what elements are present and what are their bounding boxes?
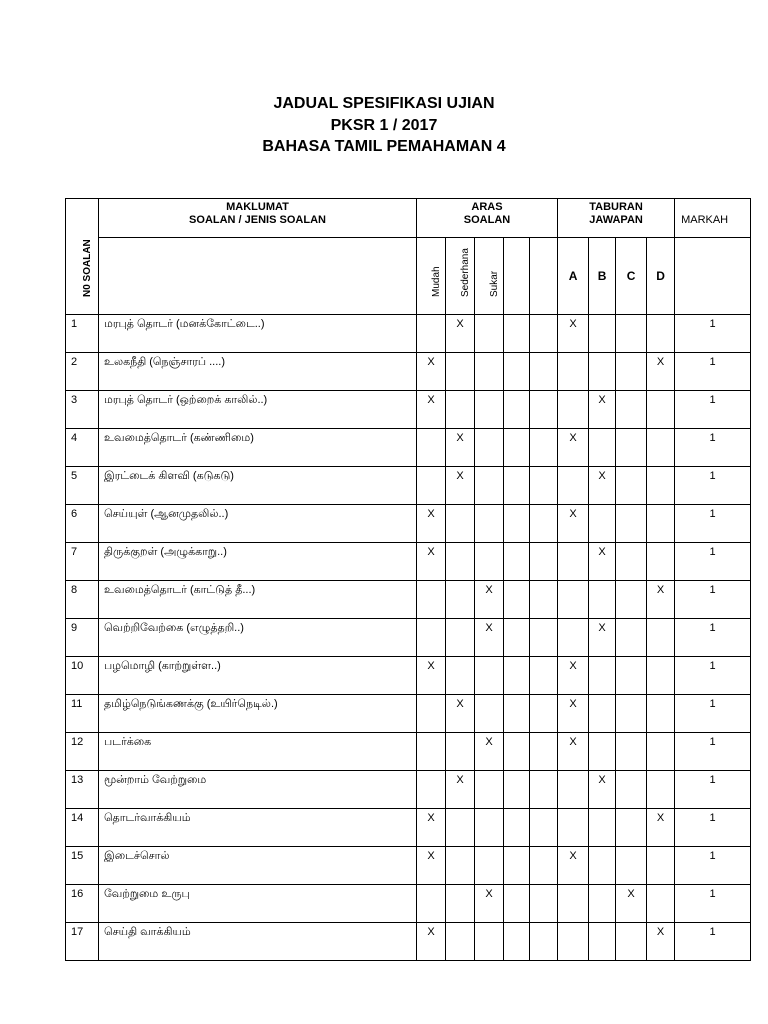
answer-cell-c [616, 695, 647, 733]
level-cell-sukar [475, 543, 504, 581]
table-row [66, 695, 751, 733]
answer-cell-d [647, 695, 675, 733]
level-cell-empty [530, 429, 558, 467]
level-cell-sederhana: X [446, 315, 475, 353]
level-cell-sederhana [446, 885, 475, 923]
level-cell-empty [530, 847, 558, 885]
answer-cell-c [616, 657, 647, 695]
header-answer-c: C [616, 238, 647, 315]
level-cell-sederhana: X [446, 429, 475, 467]
question-number: 5 [66, 467, 99, 505]
answer-cell-c: X [616, 885, 647, 923]
level-cell-empty [504, 467, 530, 505]
header-aras [417, 199, 558, 238]
level-cell-mudah: X [417, 505, 446, 543]
table-row [66, 847, 751, 885]
answer-cell-b [589, 847, 616, 885]
markah-cell: 1 [675, 657, 751, 695]
level-cell-empty [530, 619, 558, 657]
level-cell-mudah [417, 695, 446, 733]
level-cell-empty [530, 353, 558, 391]
answer-cell-b: X [589, 619, 616, 657]
level-cell-sederhana [446, 505, 475, 543]
level-cell-mudah [417, 771, 446, 809]
answer-cell-d: X [647, 923, 675, 961]
answer-cell-c [616, 429, 647, 467]
question-description: மரபுத் தொடர் (மனக்கோட்டை..) [99, 315, 417, 353]
level-cell-empty [504, 581, 530, 619]
answer-cell-a: X [558, 429, 589, 467]
answer-cell-d [647, 315, 675, 353]
answer-cell-a: X [558, 733, 589, 771]
level-cell-empty [504, 847, 530, 885]
header-blank [99, 238, 417, 315]
level-cell-mudah [417, 581, 446, 619]
level-cell-empty [504, 923, 530, 961]
answer-cell-b [589, 315, 616, 353]
level-cell-empty [504, 771, 530, 809]
level-cell-sukar [475, 353, 504, 391]
level-cell-sederhana [446, 353, 475, 391]
level-cell-mudah [417, 733, 446, 771]
level-cell-sederhana [446, 619, 475, 657]
question-number: 4 [66, 429, 99, 467]
doc-title: JADUAL SPESIFIKASI UJIAN [273, 95, 495, 112]
level-cell-sukar [475, 923, 504, 961]
question-number: 1 [66, 315, 99, 353]
level-cell-mudah: X [417, 391, 446, 429]
level-cell-empty [504, 391, 530, 429]
markah-cell: 1 [675, 429, 751, 467]
header-answer-d: D [647, 238, 675, 315]
header-level-sukar [475, 238, 504, 315]
question-description: தொடர்வாக்கியம் [99, 809, 417, 847]
question-description: செய்யுள் (ஆனமுதலில்..) [99, 505, 417, 543]
level-cell-mudah: X [417, 353, 446, 391]
answer-cell-b: X [589, 391, 616, 429]
level-cell-empty [504, 619, 530, 657]
level-cell-empty [530, 733, 558, 771]
answer-cell-b [589, 733, 616, 771]
level-cell-empty [530, 657, 558, 695]
table-row [66, 391, 751, 429]
answer-cell-a [558, 923, 589, 961]
answer-cell-a: X [558, 315, 589, 353]
level-cell-mudah: X [417, 543, 446, 581]
level-cell-empty [530, 771, 558, 809]
answer-cell-a: X [558, 695, 589, 733]
question-number: 12 [66, 733, 99, 771]
question-description: பழமொழி (காற்றுள்ள..) [99, 657, 417, 695]
question-number: 17 [66, 923, 99, 961]
question-description: உவமைத்தொடர் (கண்ணிமை) [99, 429, 417, 467]
level-cell-sukar: X [475, 581, 504, 619]
table-row [66, 467, 751, 505]
answer-cell-b: X [589, 543, 616, 581]
question-number: 6 [66, 505, 99, 543]
answer-cell-d [647, 733, 675, 771]
level-cell-sederhana [446, 847, 475, 885]
level-cell-empty [504, 885, 530, 923]
level-cell-sukar [475, 695, 504, 733]
level-cell-empty [504, 543, 530, 581]
level-cell-sukar: X [475, 733, 504, 771]
level-cell-empty [530, 543, 558, 581]
question-description: தமிழ்நெடுங்கணக்கு (உயிர்நெடில்.) [99, 695, 417, 733]
markah-cell: 1 [675, 391, 751, 429]
answer-cell-d [647, 429, 675, 467]
markah-cell: 1 [675, 695, 751, 733]
question-description: படர்க்கை [99, 733, 417, 771]
answer-cell-a [558, 809, 589, 847]
answer-cell-d [647, 467, 675, 505]
level-label-sederhana: Sederhana [460, 248, 471, 297]
answer-cell-b: X [589, 771, 616, 809]
level-cell-sukar [475, 657, 504, 695]
level-label-sukar: Sukar [489, 270, 500, 297]
table-row [66, 923, 751, 961]
answer-cell-d [647, 885, 675, 923]
answer-cell-c [616, 543, 647, 581]
level-cell-sederhana: X [446, 467, 475, 505]
answer-cell-a [558, 771, 589, 809]
level-cell-sukar [475, 505, 504, 543]
answer-cell-b [589, 695, 616, 733]
header-taburan-line2: JAWAPAN [589, 214, 643, 226]
doc-subtitle: PKSR 1 / 2017 [330, 117, 438, 134]
answer-cell-b [589, 923, 616, 961]
answer-cell-d [647, 391, 675, 429]
level-cell-sukar [475, 391, 504, 429]
header-maklumat [99, 199, 417, 238]
header-answer-b: B [589, 238, 616, 315]
answer-cell-c [616, 771, 647, 809]
level-cell-mudah: X [417, 923, 446, 961]
level-cell-empty [530, 505, 558, 543]
answer-cell-b [589, 657, 616, 695]
level-cell-mudah: X [417, 809, 446, 847]
question-description: திருக்குறள் (அழுக்காறு..) [99, 543, 417, 581]
answer-cell-a [558, 353, 589, 391]
level-cell-sederhana [446, 581, 475, 619]
table-row [66, 429, 751, 467]
level-cell-mudah [417, 467, 446, 505]
level-cell-sederhana [446, 923, 475, 961]
question-description: மூன்றாம் வேற்றுமை [99, 771, 417, 809]
answer-cell-d: X [647, 581, 675, 619]
answer-cell-d [647, 505, 675, 543]
answer-cell-c [616, 505, 647, 543]
table-row [66, 353, 751, 391]
level-cell-sukar [475, 847, 504, 885]
answer-cell-c [616, 391, 647, 429]
level-cell-sederhana: X [446, 771, 475, 809]
markah-cell: 1 [675, 847, 751, 885]
answer-cell-d [647, 657, 675, 695]
answer-cell-b [589, 885, 616, 923]
header-maklumat-line2: SOALAN / JENIS SOALAN [189, 214, 326, 226]
level-cell-sederhana [446, 809, 475, 847]
table-row [66, 619, 751, 657]
question-description: செய்தி வாக்கியம் [99, 923, 417, 961]
table-row [66, 581, 751, 619]
answer-cell-c [616, 467, 647, 505]
level-cell-sukar [475, 467, 504, 505]
level-cell-sukar [475, 771, 504, 809]
level-cell-sederhana [446, 543, 475, 581]
level-cell-empty [530, 923, 558, 961]
answer-cell-c [616, 315, 647, 353]
table-row [66, 733, 751, 771]
level-cell-sukar: X [475, 885, 504, 923]
table-row [66, 771, 751, 809]
level-cell-empty [530, 809, 558, 847]
level-cell-sukar: X [475, 619, 504, 657]
level-cell-sederhana [446, 391, 475, 429]
markah-cell: 1 [675, 581, 751, 619]
answer-cell-a [558, 885, 589, 923]
answer-cell-c [616, 847, 647, 885]
answer-cell-b: X [589, 467, 616, 505]
question-number: 14 [66, 809, 99, 847]
answer-cell-d [647, 619, 675, 657]
markah-cell: 1 [675, 809, 751, 847]
markah-cell: 1 [675, 923, 751, 961]
markah-cell: 1 [675, 353, 751, 391]
question-description: இடைச்சொல் [99, 847, 417, 885]
header-maklumat-line1: MAKLUMAT [226, 201, 289, 213]
answer-cell-d [647, 847, 675, 885]
question-number: 11 [66, 695, 99, 733]
table-row [66, 885, 751, 923]
question-number: 15 [66, 847, 99, 885]
header-aras-line2: SOALAN [463, 214, 511, 226]
question-number: 10 [66, 657, 99, 695]
level-cell-empty [504, 429, 530, 467]
answer-cell-a [558, 581, 589, 619]
answer-cell-b [589, 353, 616, 391]
answer-cell-a [558, 543, 589, 581]
answer-cell-c [616, 581, 647, 619]
answer-cell-c [616, 923, 647, 961]
question-description: உவமைத்தொடர் (காட்டுத் தீ...) [99, 581, 417, 619]
level-cell-empty [504, 809, 530, 847]
level-cell-empty [504, 733, 530, 771]
answer-cell-b [589, 429, 616, 467]
question-number: 3 [66, 391, 99, 429]
level-cell-empty [504, 505, 530, 543]
table-row [66, 315, 751, 353]
question-number: 8 [66, 581, 99, 619]
header-markah: MARKAH [675, 199, 751, 238]
question-description: உலகநீதி (நெஞ்சாரப் ....) [99, 353, 417, 391]
header-markah-blank [675, 238, 751, 315]
level-cell-mudah [417, 619, 446, 657]
header-answer-a: A [558, 238, 589, 315]
question-description: வெற்றிவேற்கை (எழுத்தறி..) [99, 619, 417, 657]
question-number: 2 [66, 353, 99, 391]
level-cell-mudah [417, 885, 446, 923]
table-row [66, 543, 751, 581]
markah-cell: 1 [675, 467, 751, 505]
level-cell-mudah: X [417, 657, 446, 695]
answer-cell-a: X [558, 847, 589, 885]
header-taburan-line1: TABURAN [589, 201, 643, 213]
level-cell-empty [530, 391, 558, 429]
answer-cell-b [589, 809, 616, 847]
question-description: இரட்டைக் கிளவி (கடுகடு) [99, 467, 417, 505]
table-row [66, 657, 751, 695]
markah-cell: 1 [675, 885, 751, 923]
table-body [66, 315, 751, 961]
question-number: 13 [66, 771, 99, 809]
level-cell-empty [530, 885, 558, 923]
answer-cell-a [558, 619, 589, 657]
table-row [66, 505, 751, 543]
answer-cell-a [558, 467, 589, 505]
header-level-empty-1 [504, 238, 530, 315]
level-cell-mudah [417, 429, 446, 467]
answer-cell-d [647, 771, 675, 809]
level-cell-sukar [475, 429, 504, 467]
header-taburan [558, 199, 675, 238]
header-level-sederhana [446, 238, 475, 315]
question-number: 9 [66, 619, 99, 657]
level-cell-sederhana [446, 657, 475, 695]
answer-cell-c [616, 809, 647, 847]
markah-cell: 1 [675, 543, 751, 581]
header-no-soalan [66, 199, 99, 315]
level-cell-empty [504, 657, 530, 695]
level-cell-empty [530, 581, 558, 619]
level-cell-empty [504, 315, 530, 353]
level-cell-mudah [417, 315, 446, 353]
header-aras-line1: ARAS [471, 201, 503, 213]
markah-cell: 1 [675, 505, 751, 543]
question-number: 16 [66, 885, 99, 923]
header-no-soalan-label: N0 SOALAN [82, 239, 93, 297]
level-cell-sukar [475, 315, 504, 353]
markah-cell: 1 [675, 315, 751, 353]
markah-cell: 1 [675, 619, 751, 657]
level-cell-empty [530, 467, 558, 505]
answer-cell-b [589, 505, 616, 543]
answer-cell-d: X [647, 809, 675, 847]
markah-cell: 1 [675, 771, 751, 809]
doc-subject: BAHASA TAMIL PEMAHAMAN 4 [262, 138, 506, 155]
answer-cell-a: X [558, 505, 589, 543]
question-number: 7 [66, 543, 99, 581]
answer-cell-c [616, 733, 647, 771]
level-cell-empty [530, 695, 558, 733]
answer-cell-c [616, 353, 647, 391]
level-label-mudah: Mudah [431, 266, 442, 297]
answer-cell-a [558, 391, 589, 429]
answer-cell-c [616, 619, 647, 657]
answer-cell-a: X [558, 657, 589, 695]
markah-cell: 1 [675, 733, 751, 771]
level-cell-sukar [475, 809, 504, 847]
answer-cell-d: X [647, 353, 675, 391]
level-cell-empty [530, 315, 558, 353]
spec-table [65, 198, 751, 961]
answer-cell-d [647, 543, 675, 581]
table-row [66, 809, 751, 847]
level-cell-mudah: X [417, 847, 446, 885]
header-level-mudah [417, 238, 446, 315]
answer-cell-b [589, 581, 616, 619]
header-level-empty-2 [530, 238, 558, 315]
level-cell-empty [504, 353, 530, 391]
question-description: மரபுத் தொடர் (ஒற்றைக் காலில்..) [99, 391, 417, 429]
level-cell-empty [504, 695, 530, 733]
level-cell-sederhana [446, 733, 475, 771]
level-cell-sederhana: X [446, 695, 475, 733]
question-description: வேற்றுமை உருபு [99, 885, 417, 923]
